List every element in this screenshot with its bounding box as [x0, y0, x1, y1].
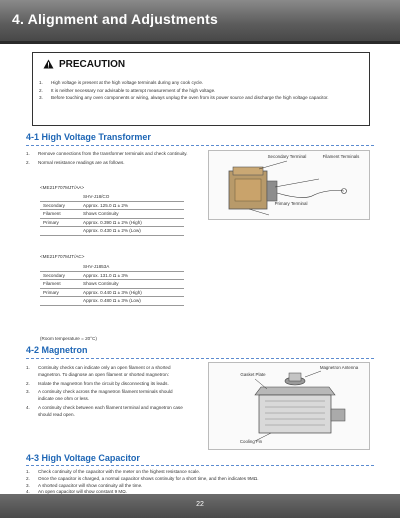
section-title-transformer: 4-1 High Voltage Transformer — [26, 132, 151, 142]
figure-label-secondary: Secondary Terminal — [267, 154, 307, 159]
step-item: 1. Remove connections from the transformer terminals and check continuity. — [26, 151, 188, 156]
step-item: 1. Check continuity of the capacitor with the meter on the highest resistance scale. — [26, 469, 201, 474]
section-rule — [26, 145, 374, 146]
precaution-box — [32, 52, 370, 126]
figure-label-gasket: Gasket Plate — [240, 372, 266, 377]
step-item: 2. Normal resistance readings are as follows. — [26, 159, 125, 165]
precaution-item: 2. It is neither necessary nor advisable to attempt measurement of the high voltage. — [39, 87, 216, 93]
resistance-table-aa — [40, 193, 184, 236]
page-number: 22 — [196, 501, 204, 508]
section-rule — [26, 465, 374, 466]
page-header — [0, 0, 400, 44]
warning-icon — [43, 59, 54, 72]
table-row: Approx. 0.430 Ω ± 2% (Low) — [40, 227, 184, 236]
section-rule — [26, 358, 374, 359]
table-row: Secondary Approx. 125.0 Ω ± 2% — [40, 201, 184, 210]
page-title: 4. Alignment and Adjustments — [12, 11, 219, 27]
model-label-aa: <ME21F707MJT/AA> — [40, 185, 85, 190]
table-row: Filament Shows Continuity — [40, 280, 184, 289]
precaution-title — [43, 59, 125, 72]
figure-label-cooling: Cooling Fin — [239, 439, 263, 444]
precaution-list — [39, 79, 363, 102]
step-item: 2. Once the capacitor is charged, a normal capacitor shows continuity for a short time, and then indicates 9MΩ. — [26, 475, 259, 481]
section-title-magnetron: 4-2 Magnetron — [26, 345, 88, 355]
transformer-illustration — [209, 151, 369, 219]
capacitor-steps — [26, 469, 376, 496]
model-label-ac: <ME21F707MJT/AC> — [40, 254, 85, 259]
table-row: SHV-J1853A — [40, 263, 184, 271]
table-row: Primary Approx. 0.440 Ω ± 3% (High) — [40, 288, 184, 297]
step-item: 3. A continuity check across the magnetron filament terminals should indicate one ohm or less. — [26, 389, 173, 402]
step-item: 2. Isolate the magnetron from the circuit by disconnecting its leads. — [26, 380, 169, 386]
page-footer — [0, 494, 400, 518]
table-row: SHV-J18/CO — [40, 193, 184, 201]
table-row: Secondary Approx. 131.0 Ω ± 3% — [40, 271, 184, 280]
step-item: 4. A continuity check between each filament terminal and magnetron case should read open. — [26, 404, 183, 417]
figure-label-antenna: Magnetron Antenna — [319, 365, 359, 370]
magnetron-steps — [26, 365, 186, 421]
table-row: Primary Approx. 0.390 Ω ± 2% (High) — [40, 218, 184, 227]
section-title-capacitor: 4-3 High Voltage Capacitor — [26, 453, 140, 463]
precaution-item: 3. Before touching any oven components or wiring, always unplug the oven from its power source and discharge the high voltage capacitor. — [39, 95, 329, 100]
room-temp-note: (Room temperature = 20°C) — [40, 336, 97, 341]
header-rule — [0, 41, 400, 44]
figure-label-primary: Primary Terminal — [274, 201, 308, 206]
transformer-steps — [26, 151, 196, 169]
magnetron-figure — [208, 362, 370, 450]
step-item: 3. A shorted capacitor will show continuity all the time. — [26, 482, 143, 488]
transformer-figure — [208, 150, 370, 220]
precaution-title-text: PRECAUTION — [59, 59, 126, 70]
step-item: 1. Continuity checks can indicate only an open filament or a shorted magnetron. To diagnose an open filament or shorted magnetron: — [26, 365, 171, 377]
precaution-item: 1. High voltage is present at the high voltage terminals during any cook cycle. — [39, 80, 204, 85]
step-item: 4. An open capacitor will show constant 9 MΩ. — [26, 489, 127, 495]
resistance-table-ac — [40, 263, 184, 306]
table-row: Approx. 0.480 Ω ± 3% (Low) — [40, 297, 184, 306]
table-row: Filament Shows Continuity — [40, 210, 184, 219]
figure-label-filament: Filament Terminals — [322, 154, 360, 159]
